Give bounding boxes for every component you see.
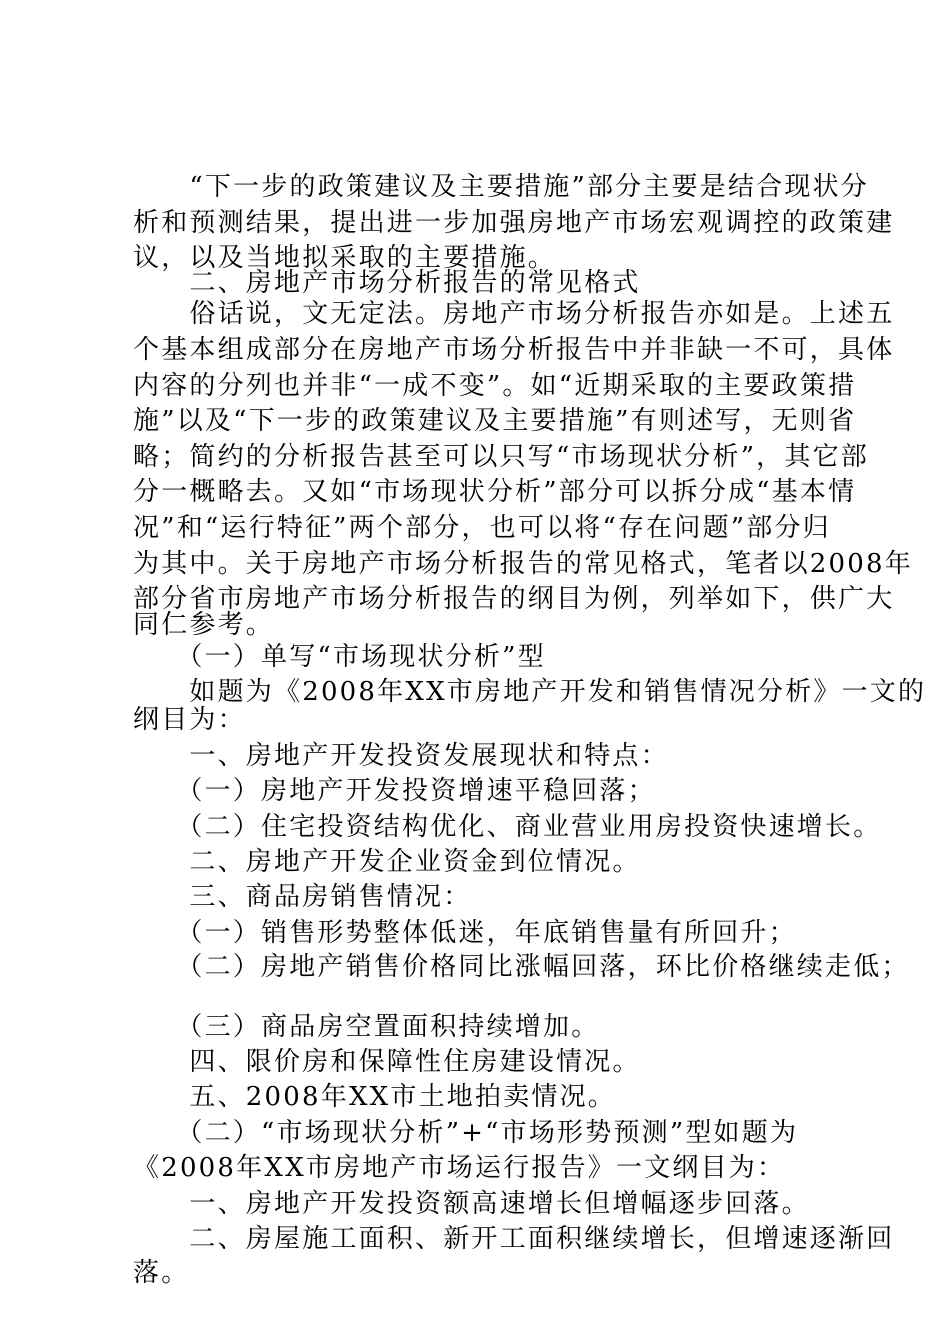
subsection-heading: （一）单写“市场现状分析”型 xyxy=(133,642,546,672)
paragraph-line: 略；简约的分析报告甚至可以只写“市场现状分析”，其它部 xyxy=(133,442,869,472)
outline-item: 四、限价房和保障性住房建设情况。 xyxy=(133,1047,641,1077)
paragraph-line: 议，以及当地拟采取的主要措施。 xyxy=(133,243,557,273)
outline-item: （一）销售形势整体低迷，年底销售量有所回升； xyxy=(133,918,797,948)
outline-item: （二）房地产销售价格同比涨幅回落，环比价格继续走低； xyxy=(133,952,910,982)
outline-item: 一、房地产开发投资额高速增长但增幅逐步回落。 xyxy=(133,1189,810,1219)
subsection-heading: （二）“市场现状分析”+“市场形势预测”型如题为 xyxy=(133,1118,799,1148)
paragraph-line: 分一概略去。又如“市场现状分析”部分可以拆分成“基本情 xyxy=(133,477,857,507)
paragraph-line: 内容的分列也并非“一成不变”。如“近期采取的主要政策措 xyxy=(133,371,857,401)
paragraph-line: 施”以及“下一步的政策建议及主要措施”有则述写，无则省 xyxy=(133,406,857,436)
paragraph-line: 部分省市房地产市场分析报告的纲目为例，列举如下，供广大 xyxy=(133,584,895,614)
section-heading: 二、房地产市场分析报告的常见格式 xyxy=(133,268,641,298)
paragraph-line: 《2008年XX市房地产市场运行报告》一文纲目为： xyxy=(133,1153,786,1183)
paragraph-line: 纲目为： xyxy=(133,705,246,735)
outline-item: 二、房屋施工面积、新开工面积继续增长，但增速逐渐回 xyxy=(133,1224,895,1254)
paragraph-line: 俗话说，文无定法。房地产市场分析报告亦如是。上述五 xyxy=(133,299,895,329)
outline-item: （一）房地产开发投资增速平稳回落； xyxy=(133,776,656,806)
outline-item: （二）住宅投资结构优化、商业营业用房投资快速增长。 xyxy=(133,812,882,842)
paragraph-line: 同仁参考。 xyxy=(133,610,275,640)
paragraph-line: “下一步的政策建议及主要措施”部分主要是结合现状分 xyxy=(133,172,869,202)
paragraph-line: 为其中。关于房地产市场分析报告的常见格式，笔者以2008年 xyxy=(133,549,913,579)
paragraph-line: 落。 xyxy=(133,1258,190,1288)
outline-item: （三）商品房空置面积持续增加。 xyxy=(133,1012,600,1042)
outline-item: 三、商品房销售情况： xyxy=(133,882,472,912)
paragraph-line: 如题为《2008年XX市房地产开发和销售情况分析》一文的 xyxy=(133,677,927,707)
paragraph-line: 个基本组成部分在房地产市场分析报告中并非缺一不可，具体 xyxy=(133,335,895,365)
paragraph-line: 析和预测结果，提出进一步加强房地产市场宏观调控的政策建 xyxy=(133,208,895,238)
outline-item: 一、房地产开发投资发展现状和特点： xyxy=(133,741,669,771)
outline-item: 五、2008年XX市土地拍卖情况。 xyxy=(133,1082,616,1112)
paragraph-line: 况”和“运行特征”两个部分，也可以将“存在问题”部分归 xyxy=(133,513,831,543)
outline-item: 二、房地产开发企业资金到位情况。 xyxy=(133,847,641,877)
